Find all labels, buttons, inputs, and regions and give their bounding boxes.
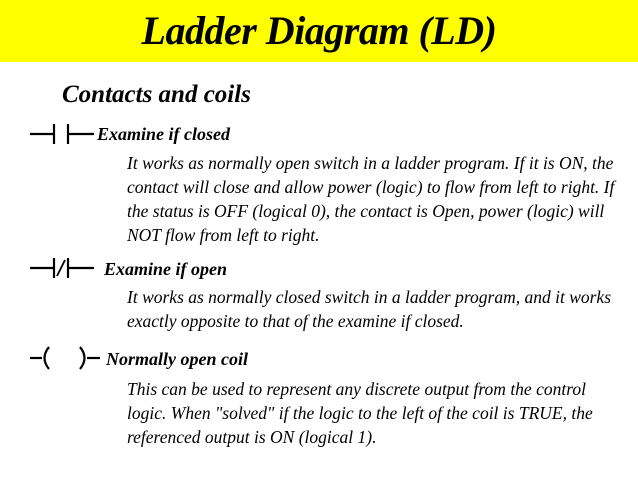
description-examine-if-closed: It works as normally open switch in a ladder program. If it is ON, the contact will close and allow power (logic) to flow from left to right. If the status is OFF (logical 0), the contact is Open, power (logic) will NOT flow from left to right.	[127, 153, 615, 245]
coil-icon	[30, 345, 102, 371]
contact-no-icon	[30, 123, 96, 145]
section-subtitle: Contacts and coils	[62, 81, 251, 108]
description-normally-open-coil: This can be used to represent any discrete output from the control logic. When "solved" if the logic to the left of the coil is TRUE, the referenced output is ON (logical 1).	[127, 379, 593, 447]
heading-normally-open-coil: Normally open coil	[106, 349, 248, 369]
slide-title: Ladder Diagram (LD)	[141, 8, 497, 53]
contact-nc-icon	[30, 257, 96, 279]
heading-examine-if-closed: Examine if closed	[97, 124, 230, 144]
description-examine-if-open: It works as normally closed switch in a ladder program, and it works exactly opposite to that of the examine if closed.	[127, 287, 612, 331]
heading-examine-if-open: Examine if open	[104, 259, 228, 279]
